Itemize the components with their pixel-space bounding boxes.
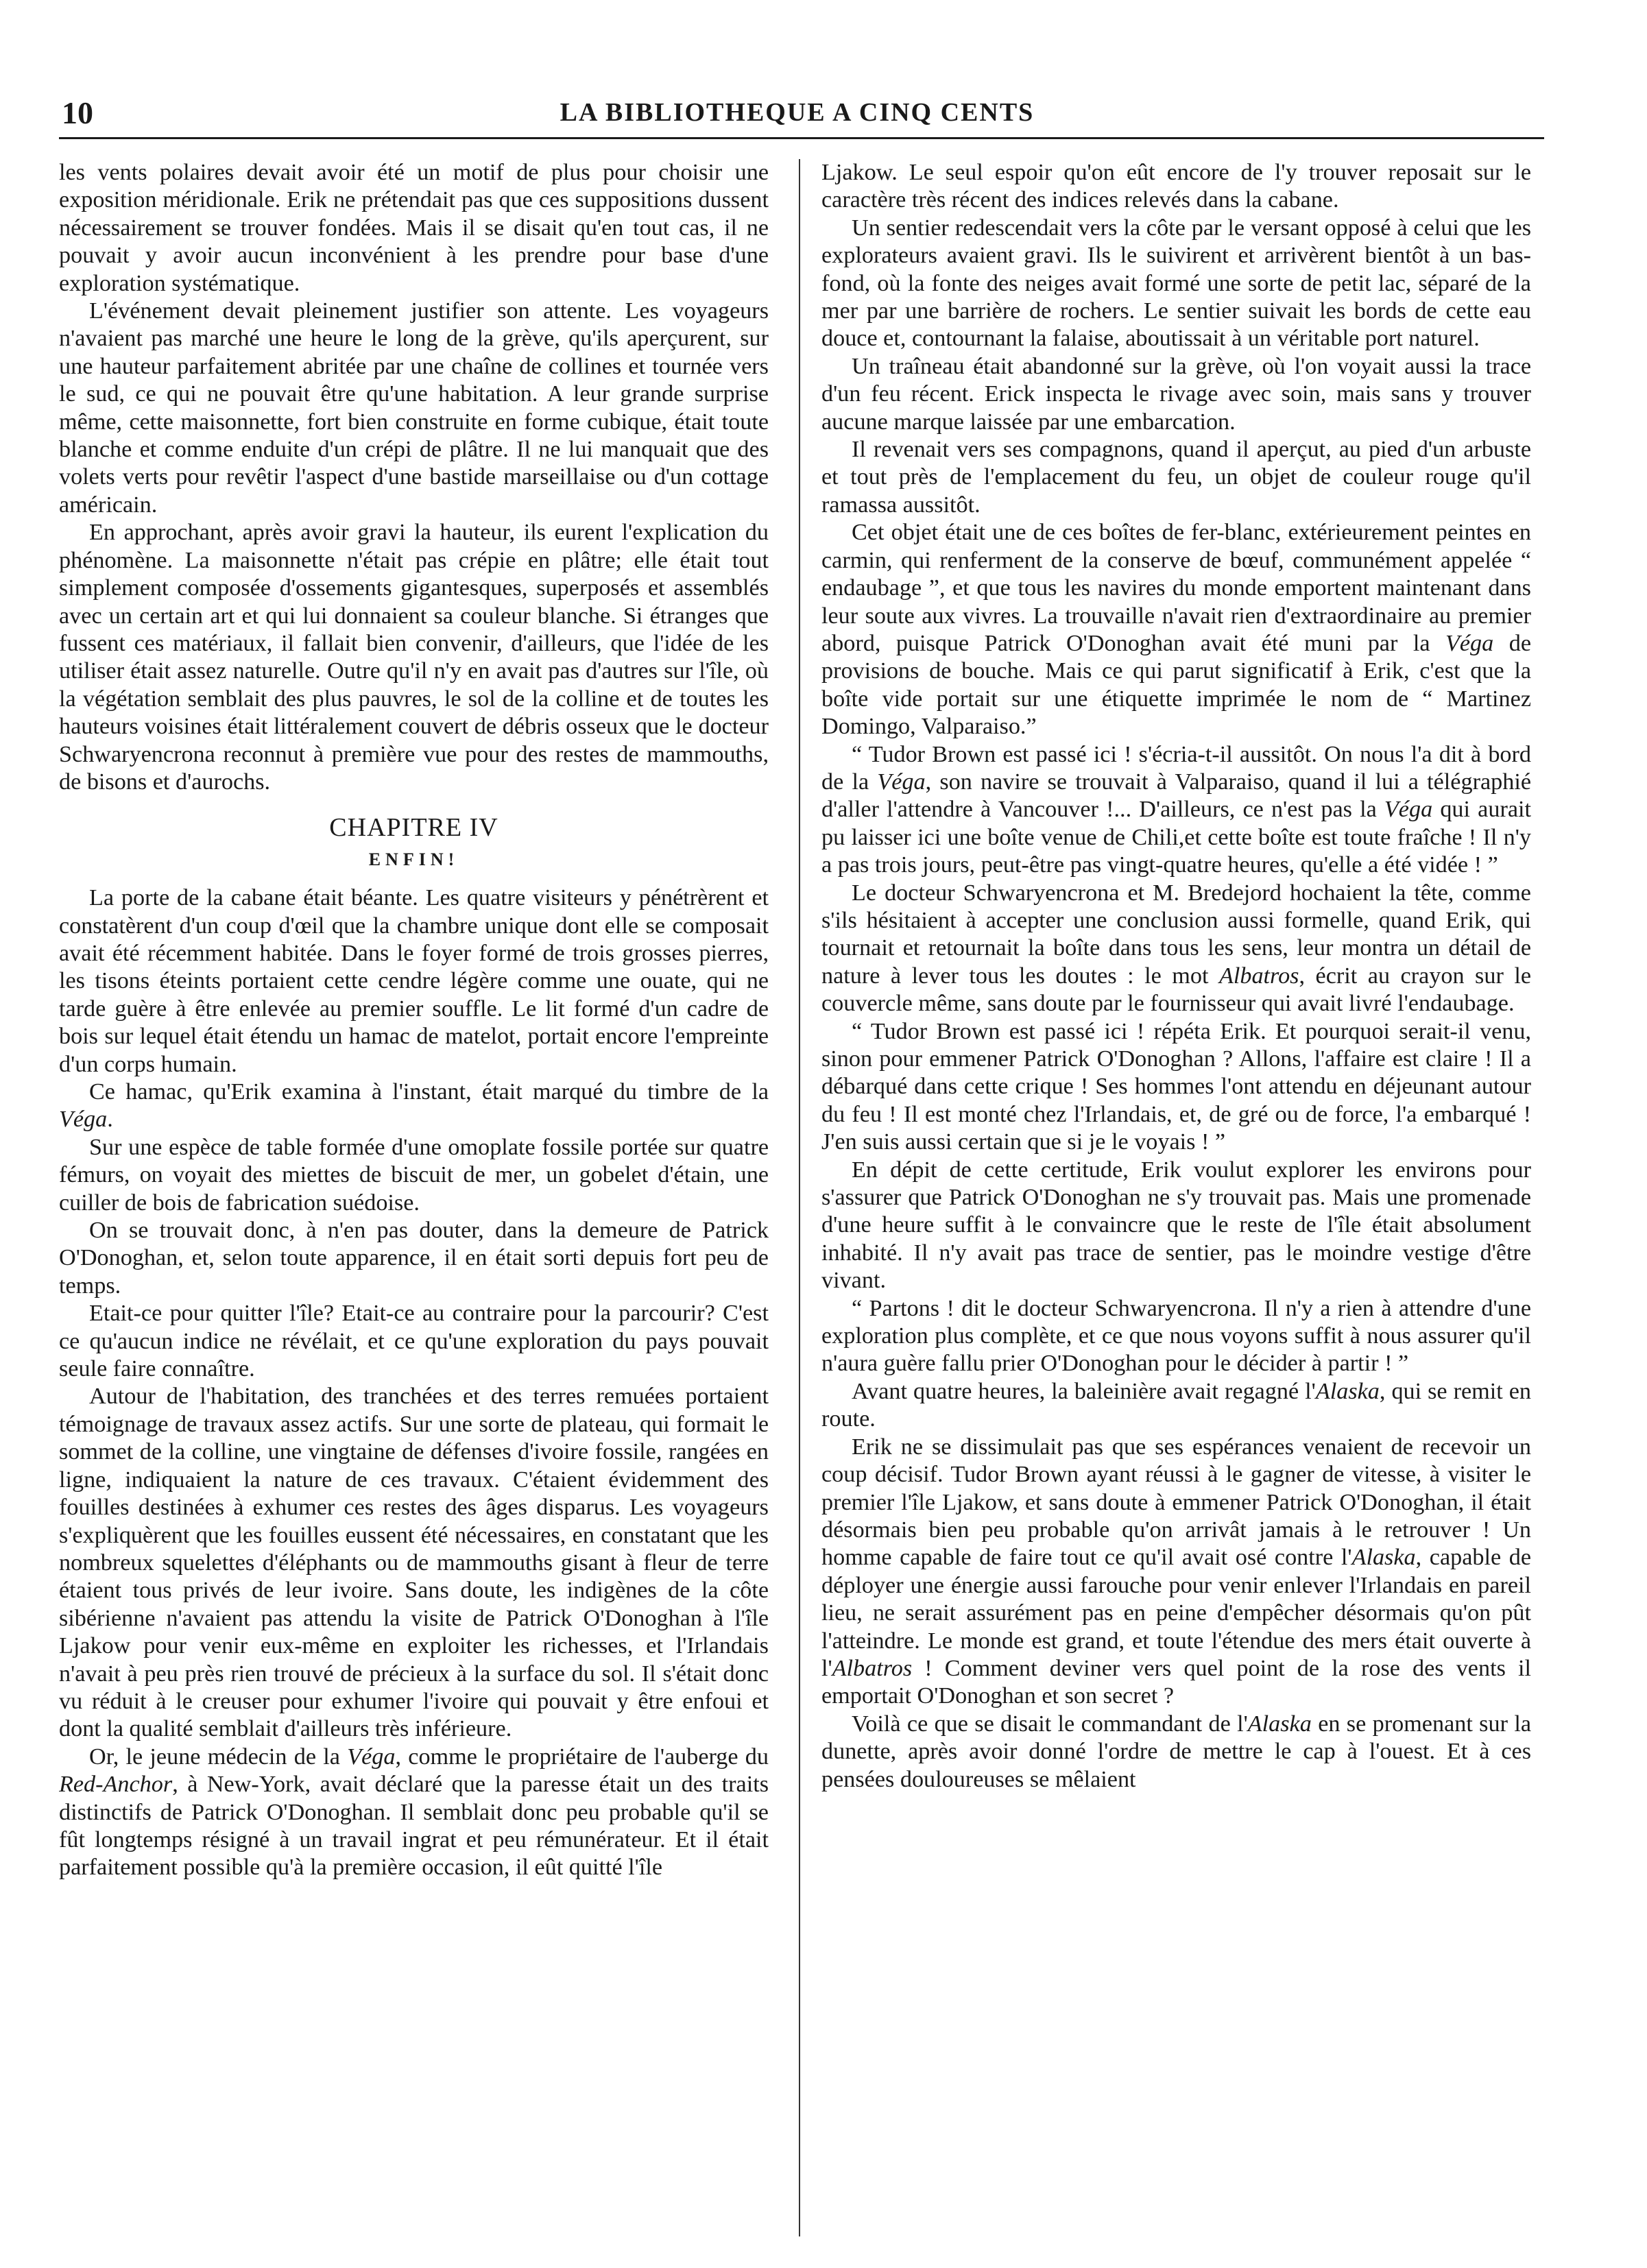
text-run: Cet objet était une de ces boîtes de fer-blanc, extérieurement peintes en carmin, qui renferment de la conserve de bœuf, communément appelée “ endaubage ”, et que tous les navires du monde emportent maintenant dans leur soute aux vivres. La trouvaille n'avait rien d'extraordinaire au premier abord, puisque Patrick O'Donoghan avait été muni par la <box>821 520 1531 656</box>
text-run: , son navire se trouvait à Valparaiso, quand il lui a télégraphié d'aller l'attendre à Vancouver !... D'ailleurs, ce n'est pas la <box>821 769 1531 823</box>
paragraph: En approchant, après avoir gravi la hauteur, ils eurent l'explication du phénomène. La maisonnette n'était pas crépie en plâtre; elle était tout simplement composée d'ossements gigantesques, superposés et assemblés avec un certain art et qui lui donnaient sa couleur blanche. Si étranges que fussent ces matériaux, il fallait bien convenir, d'ailleurs, que l'idée de les utiliser était assez naturelle. Outre qu'il n'y en avait pas d'autres sur l'île, où la végétation semblait des plus pauvres, le sol de la colline et de toutes les hauteurs voisines était littéralement couvert de débris osseux que le docteur Schwaryencrona reconnut à première vue pour des restes de mammouths, de bisons et d'aurochs. <box>59 520 769 795</box>
ship-name: Albatros <box>832 1655 913 1681</box>
column-divider <box>799 159 800 2236</box>
chapter-title: CHAPITRE IV <box>329 813 498 843</box>
ship-name: Albatros <box>1218 963 1299 989</box>
header-rule <box>59 137 1544 139</box>
text-run: Voilà ce que se disait le commandant de l' <box>852 1711 1248 1737</box>
text-run: Le docteur Schwaryencrona et M. Bredejord hochaient la tête, comme s'ils hésitaient à accepter une conclusion aussi formelle, quand Erik, qui tournait et retournait la boîte dans tous les sens, leur montra un détail de nature à lever tous les doutes : le mot <box>821 880 1531 989</box>
paragraph: Autour de l'habitation, des tranchées et des terres remuées portaient témoignage de travaux assez actifs. Sur une sorte de plateau, qui formait le sommet de la colline, une vingtaine de défenses d'ivoire fossile, rangées en ligne, indiquaient la nature de ces travaux. C'étaient évidemment des fouilles destinées à exhumer ces restes des âges disparus. Les voyageurs s'expliquèrent que les fouilles eussent été nécessaires, en constatant que les nombreux squelettes d'éléphants ou de mammouths gisant à fleur de terre étaient tous privés de leur ivoire. Sans doute, les indigènes de la côte sibérienne n'avaient pas attendu la visite de Patrick O'Donoghan à l'île Ljakow pour venir eux-même en exploiter les richesses, et l'Irlandais n'avait à peu près rien trouvé de précieux à la surface du sol. Il s'était donc vu réduit à le creuser pour exhumer l'ivoire qui pouvait y être enfoui et dont la qualité semblait d'ailleurs très inférieure. <box>59 1384 769 1742</box>
paragraph: Etait-ce pour quitter l'île? Etait-ce au contraire pour la parcourir? C'est ce qu'aucun indice ne révélait, et ce qu'une exploration du pays pouvait seule faire connaître. <box>59 1301 769 1382</box>
running-title: LA BIBLIOTHEQUE A CINQ CENTS <box>560 98 1035 127</box>
text-run: , à New-York, avait déclaré que la paresse était un des traits distinctifs de Patrick O'Donoghan. Il semblait donc peu probable qu'il se fût longtemps résigné à un travail ingrat et peu rémunérateur. Et il était parfaitement possible qu'à la première occasion, il eût quitté l'île <box>59 1772 769 1881</box>
ship-name: Véga <box>347 1744 396 1770</box>
paragraph: “ Tudor Brown est passé ici ! répéta Erik. Et pourquoi serait-il venu, sinon pour emmener Patrick O'Donoghan ? Allons, l'affaire est claire ! Il a débarqué dans cette crique ! Ses hommes l'ont attendu en déjeunant autour du feu ! Il est monté chez l'Irlandais, et, de gré ou de force, l'a embarqué ! J'en suis aussi certain que si je le voyais ! ” <box>821 1018 1531 1155</box>
inn-name: Red-Anchor <box>59 1772 173 1798</box>
paragraph: Sur une espèce de table formée d'une omoplate fossile portée sur quatre fémurs, on voyait des miettes de biscuit de mer, un gobelet d'étain, une cuiller de bois de fabrication suédoise. <box>59 1134 769 1216</box>
paragraph: Il revenait vers ses compagnons, quand il aperçut, au pied d'un arbuste et tout près de l'emplacement du feu, un objet de couleur rouge qu'il ramassa aussitôt. <box>821 437 1531 518</box>
text-run: Erik ne se dissimulait pas que ses espérances venaient de recevoir un coup décisif. Tudor Brown ayant réussi à le gagner de vitesse, à visiter le premier l'île Ljakow, et sans doute à emmener Patrick O'Donoghan, il était désormais bien peu probable qu'on arrivât jamais à le retrouver ! Un homme capable de faire tout ce qu'il avait osé contre l' <box>821 1434 1531 1571</box>
text-run: “ Tudor Brown est passé ici ! s'écria-t-il aussitôt. On nous l'a dit à bord de la <box>821 741 1531 795</box>
ship-name: Véga <box>1384 797 1433 823</box>
paragraph: On se trouvait donc, à n'en pas douter, dans la demeure de Patrick O'Donoghan, et, selon toute apparence, il en était sorti depuis fort peu de temps. <box>59 1218 769 1299</box>
ship-name: Véga <box>877 769 926 795</box>
text-run: , capable de déployer une énergie aussi farouche pour venir enlever l'Irlandais en pareil lieu, ne serait assurément pas en peine d'empêcher désormais qu'on pût l'atteindre. Le monde est grand, et toute l'étendue des mers était ouverte à l' <box>821 1545 1531 1681</box>
text-run: de provisions de bouche. Mais ce qui parut significatif à Erik, c'est que la boîte vide portait sur une étiquette imprimée le nom de “ Martinez Domingo, Valparaiso.” <box>821 630 1531 740</box>
paragraph <box>821 880 1531 1018</box>
paragraph: Un sentier redescendait vers la côte par le versant opposé à celui que les explorateurs avaient gravi. Ils le suivirent et arrivèrent bientôt à un bas-fond, où la fonte des neiges avait formé une sorte de petit lac, séparé de la mer par une barrière de rochers. Le sentier suivait les bords de cette eau douce et, contournant la falaise, aboutissait à un véritable port naturel. <box>821 215 1531 352</box>
text-run: en se promenant sur la dunette, après avoir donné l'ordre de mettre le cap à l'ouest. Et à ces pensées douloureuses se mêlaient <box>821 1711 1531 1792</box>
text-run: ! Comment deviner vers quel point de la rose des vents il emportait O'Donoghan et son secret ? <box>821 1655 1531 1709</box>
text-run: Or, le jeune médecin de la <box>89 1744 348 1770</box>
paragraph: En dépit de cette certitude, Erik voulut explorer les environs pour s'assurer que Patrick O'Donoghan ne s'y trouvait pas. Mais une promenade d'une heure suffit à le convaincre que le reste de l'île était absolument inhabité. Il n'y avait pas trace de sentier, pas le moindre vestige d'être vivant. <box>821 1157 1531 1294</box>
paragraph: La porte de la cabane était béante. Les quatre visiteurs y pénétrèrent et constatèrent d'un coup d'œil que la chambre unique dont elle se composait avait été récemment habitée. Dans le foyer formé de trois grosses pierres, les tisons éteints portaient cette cendre légère comme une ouate, qui ne tarde guère à être enlevée au premier souffle. Le lit formé d'un cadre de bois sur lequel était étendu un hamac de matelot, portait encore l'empreinte d'un corps humain. <box>59 885 769 1077</box>
paragraph <box>821 1711 1531 1794</box>
paragraph: Ljakow. Le seul espoir qu'on eût encore de l'y trouver reposait sur le caractère très récent des indices relevés dans la cabane. <box>821 160 1531 213</box>
ship-name: Véga <box>59 1107 108 1133</box>
chapter-subtitle: ENFIN! <box>368 849 459 869</box>
ship-name: Alaska <box>1351 1545 1416 1571</box>
text-run: . <box>107 1107 113 1133</box>
paragraph: L'événement devait pleinement justifier son attente. Les voyageurs n'avaient pas marché une heure le long de la grève, qu'ils aperçurent, sur une hauteur parfaitement abritée par une chaîne de collines et tournée vers le sud, ce qui ne pouvait être qu'une habitation. A leur grande surprise même, cette maisonnette, fort bien construite en forme cubique, était toute blanche et comme enduite d'un crépi de plâtre. Il ne lui manquait que des volets verts pour revêtir l'aspect d'une bastide marseillaise ou d'un cottage américain. <box>59 298 769 518</box>
paragraph: les vents polaires devait avoir été un motif de plus pour choisir une exposition méridionale. Erik ne prétendait pas que ces suppositions dussent nécessairement se trouver fondées. Mais il se disait qu'en tout cas, il ne pouvait y avoir aucun inconvénient à les prendre pour base d'une exploration systématique. <box>59 160 769 296</box>
text-run: qui aurait pu laisser ici une boîte venue de Chili,et cette boîte est toute fraîche ! Il n'y a pas trois jours, peut-être pas vingt-quatre heures, qu'elle a été vidée ! ” <box>821 797 1531 878</box>
paragraph: “ Partons ! dit le docteur Schwaryencrona. Il n'y a rien à attendre d'une exploration plus complète, et ce que nous voyons suffit à nous assurer qu'il n'aura guère fallu prier O'Donoghan pour le décider à partir ! ” <box>821 1295 1531 1377</box>
paragraph <box>821 519 1531 740</box>
right-column <box>821 159 1531 2236</box>
text-run: , comme le propriétaire de l'auberge du <box>395 1744 769 1770</box>
ship-name: Alaska <box>1247 1711 1312 1737</box>
page-number: 10 <box>62 95 93 130</box>
text-run: Avant quatre heures, la baleinière avait regagné l' <box>852 1378 1316 1404</box>
paragraph: Un traîneau était abandonné sur la grève, où l'on voyait aussi la trace d'un feu récent. Erick inspecta le rivage avec soin, mais sans y trouver aucune marque laissée par une embarcation. <box>821 353 1531 435</box>
ship-name: Alaska <box>1315 1378 1380 1404</box>
paragraph <box>59 1744 769 1882</box>
page-header <box>62 95 1532 136</box>
text-run: , écrit au crayon sur le couvercle même, sans doute par le fournisseur qui avait livré l'endaubage. <box>821 963 1531 1017</box>
paragraph <box>821 1434 1531 1711</box>
left-column <box>59 159 769 2236</box>
paragraph <box>821 741 1531 880</box>
paragraph <box>59 1078 769 1134</box>
ship-name: Véga <box>1445 630 1494 656</box>
text-run: , qui se remit en route. <box>821 1378 1531 1432</box>
text-run: Ce hamac, qu'Erik examina à l'instant, était marqué du timbre de la <box>89 1079 769 1105</box>
paragraph <box>821 1378 1531 1434</box>
